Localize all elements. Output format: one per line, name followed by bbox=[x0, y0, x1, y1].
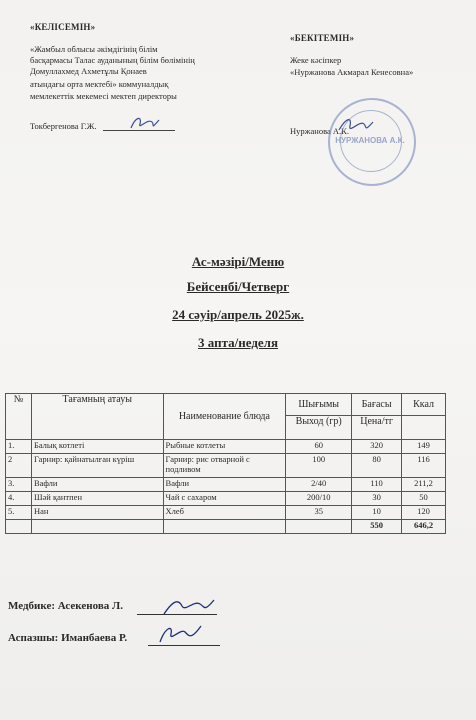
left-header-title: «КЕЛІСЕМІН» bbox=[30, 22, 96, 32]
row-num: 1. bbox=[6, 440, 32, 454]
date-title: 24 сәуір/апрель 2025ж. bbox=[172, 307, 304, 322]
left-header-line: мемлекеттік мекемесі мектеп директоры bbox=[30, 91, 177, 101]
col-price-header: Бағасы bbox=[352, 394, 402, 416]
row-name-ru: Чай с сахаром bbox=[163, 492, 286, 506]
table-row bbox=[6, 440, 446, 454]
row-kcal: 50 bbox=[402, 492, 446, 506]
row-name-kz: Вафли bbox=[31, 478, 163, 492]
row-output: 35 bbox=[286, 506, 352, 520]
left-signature bbox=[128, 112, 162, 134]
nurse-signature-label: Медбике: Асекенова Л. bbox=[8, 600, 123, 612]
cook-signature bbox=[155, 618, 205, 648]
right-header-title: «БЕКІТЕМІН» bbox=[290, 33, 355, 43]
nurse-signature bbox=[160, 594, 218, 620]
col-name-ru-header: Наименование блюда bbox=[163, 394, 286, 440]
row-output: 100 bbox=[286, 454, 352, 478]
col-name-kz-header: Тағамның атауы bbox=[31, 394, 163, 440]
row-num: 3. bbox=[6, 478, 32, 492]
row-kcal: 116 bbox=[402, 454, 446, 478]
col-kcal-subheader bbox=[402, 416, 446, 440]
row-price: 80 bbox=[352, 454, 402, 478]
row-name-ru: Рыбные котлеты bbox=[163, 440, 286, 454]
right-signature bbox=[336, 112, 376, 138]
row-output: 60 bbox=[286, 440, 352, 454]
row-output: 2/40 bbox=[286, 478, 352, 492]
row-kcal: 149 bbox=[402, 440, 446, 454]
col-output-subheader: Выход (гр) bbox=[286, 416, 352, 440]
table-row bbox=[6, 454, 446, 478]
row-num: 2 bbox=[6, 454, 32, 478]
table-header-row bbox=[6, 394, 446, 416]
stamp-text: НУРЖАНОВА А.К. bbox=[335, 136, 405, 145]
row-name-kz: Гарнир: қайнатылған күріш bbox=[31, 454, 163, 478]
row-price: 320 bbox=[352, 440, 402, 454]
table-row bbox=[6, 506, 446, 520]
row-name-ru: Хлеб bbox=[163, 506, 286, 520]
left-header-line: басқармасы Талас ауданының білім бөлімінің bbox=[30, 55, 195, 65]
row-name-ru: Вафли bbox=[163, 478, 286, 492]
menu-table bbox=[5, 393, 446, 534]
right-header-line: Жеке кәсіпкер bbox=[290, 55, 342, 65]
row-price: 10 bbox=[352, 506, 402, 520]
total-price: 550 bbox=[352, 520, 402, 534]
col-output-header: Шығымы bbox=[286, 394, 352, 416]
table-row bbox=[6, 478, 446, 492]
week-title: 3 апта/неделя bbox=[198, 335, 278, 350]
row-num: 4. bbox=[6, 492, 32, 506]
left-header-line: Домуллахмед Ахметұлы Қонаев bbox=[30, 66, 147, 76]
left-header-line: атындағы орта мектебі» коммуналдық bbox=[30, 79, 169, 89]
day-title: Бейсенбі/Четверг bbox=[186, 279, 290, 294]
left-signer-name: Токбергенова Г.Ж. bbox=[30, 121, 97, 131]
row-name-ru: Гарнир: рис отварной с подливом bbox=[163, 454, 286, 478]
right-signer-name: Нуржанова А.К. bbox=[290, 126, 349, 136]
row-num: 5. bbox=[6, 506, 32, 520]
table-row bbox=[6, 492, 446, 506]
left-header-line: «Жамбыл облысы әкімдігінің білім bbox=[30, 44, 158, 54]
total-kcal: 646,2 bbox=[402, 520, 446, 534]
row-name-kz: Нан bbox=[31, 506, 163, 520]
row-name-kz: Балық котлеті bbox=[31, 440, 163, 454]
row-kcal: 120 bbox=[402, 506, 446, 520]
row-price: 30 bbox=[352, 492, 402, 506]
cook-signature-label: Аспазшы: Иманбаева Р. bbox=[8, 632, 128, 644]
row-price: 110 bbox=[352, 478, 402, 492]
col-price-subheader: Цена/тг bbox=[352, 416, 402, 440]
row-kcal: 211,2 bbox=[402, 478, 446, 492]
table-total-row bbox=[6, 520, 446, 534]
menu-title: Ас-мәзірі/Меню bbox=[191, 254, 285, 269]
col-kcal-header: Ккал bbox=[402, 394, 446, 416]
row-name-kz: Шәй қантпен bbox=[31, 492, 163, 506]
col-num-header: № bbox=[6, 394, 32, 440]
row-output: 200/10 bbox=[286, 492, 352, 506]
right-header-line: «Нуржанова Акмарал Кенесовна» bbox=[290, 67, 414, 77]
